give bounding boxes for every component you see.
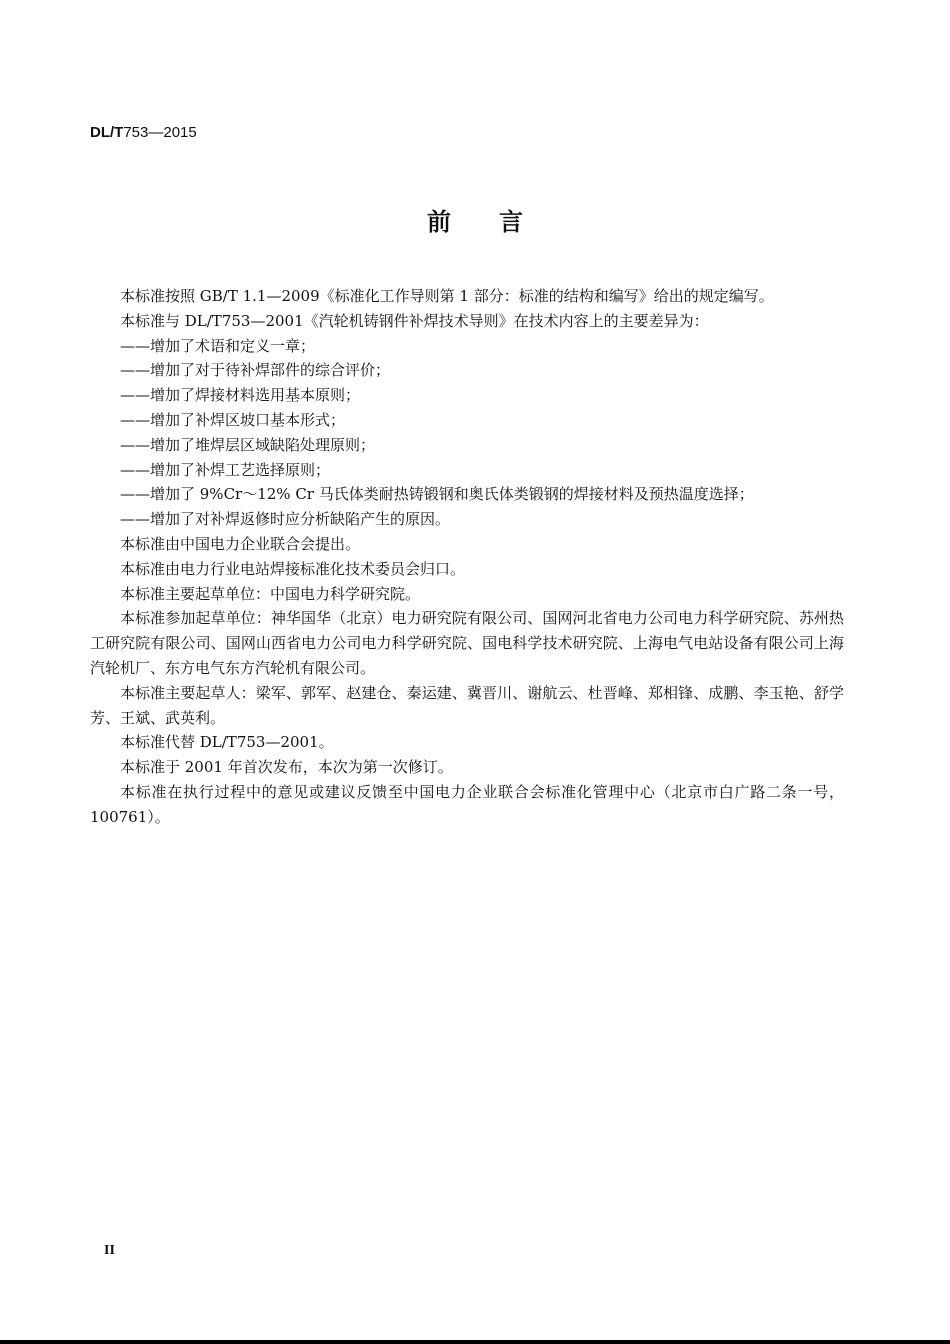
standard-code-prefix: DL/T xyxy=(90,124,124,141)
paragraph-feedback: 本标准在执行过程中的意见或建议反馈至中国电力企业联合会标准化管理中心（北京市白广路二条一号，100761）。 xyxy=(90,782,844,826)
list-item-change: ——增加了补焊工艺选择原则； xyxy=(120,460,331,479)
list-item-change: ——增加了堆焊层区域缺陷处理原则； xyxy=(120,435,376,454)
list-item-change: ——增加了对补焊返修时应分析缺陷产生的原因。 xyxy=(120,510,451,529)
paragraph-participating-units: 本标准参加起草单位：神华国华（北京）电力研究院有限公司、国网河北省电力公司电力科学研究院、苏州热工研究院有限公司、国网山西省电力公司电力科学研究院、国电科学技术研究院、上海电气电站设备有限公司上海汽轮机厂、东方电气东方汽轮机有限公司。 xyxy=(90,609,844,677)
standard-code xyxy=(90,124,197,141)
paragraph-proposer: 本标准由中国电力企业联合会提出。 xyxy=(120,534,361,553)
paragraph-main-drafter-unit: 本标准主要起草单位：中国电力科学研究院。 xyxy=(120,584,421,603)
foreword-body xyxy=(90,284,844,830)
paragraph-history: 本标准于 2001 年首次发布，本次为第一次修订。 xyxy=(120,758,453,777)
bottom-divider xyxy=(0,1340,950,1344)
paragraph-main-drafters: 本标准主要起草人：梁军、郭军、赵建仓、秦运建、冀晋川、谢航云、杜晋峰、郑相锋、成鹏、李玉艳、舒学芳、王斌、武英利。 xyxy=(90,683,844,727)
paragraph-differences-intro: 本标准与 DL/T753—2001《汽轮机铸钢件补焊技术导则》在技术内容上的主要差异为： xyxy=(120,311,709,330)
paragraph-replaces: 本标准代替 DL/T753—2001。 xyxy=(120,733,334,752)
page-title xyxy=(0,202,950,237)
list-item-change: ——增加了补焊区坡口基本形式； xyxy=(120,410,346,429)
paragraph-committee: 本标准由电力行业电站焊接标准化技术委员会归口。 xyxy=(120,559,466,578)
title-char-1: 前 xyxy=(427,208,451,236)
paragraph-compilation-basis: 本标准按照 GB/T 1.1—2009《标准化工作导则第 1 部分：标准的结构和编写》给出的规定编写。 xyxy=(120,287,774,305)
list-item-change: ——增加了对于待补焊部件的综合评价； xyxy=(120,361,391,380)
title-char-2: 言 xyxy=(499,208,523,236)
page-number: II xyxy=(104,1243,115,1258)
standard-code-number: 753—2015 xyxy=(123,124,197,141)
list-item-change: ——增加了焊接材料选用基本原则； xyxy=(120,386,361,405)
list-item-change: ——增加了 9%Cr～12% Cr 马氏体类耐热铸锻钢和奥氏体类锻钢的焊接材料及预热温度选择； xyxy=(120,485,754,504)
list-item-change: ——增加了术语和定义一章； xyxy=(120,336,316,355)
